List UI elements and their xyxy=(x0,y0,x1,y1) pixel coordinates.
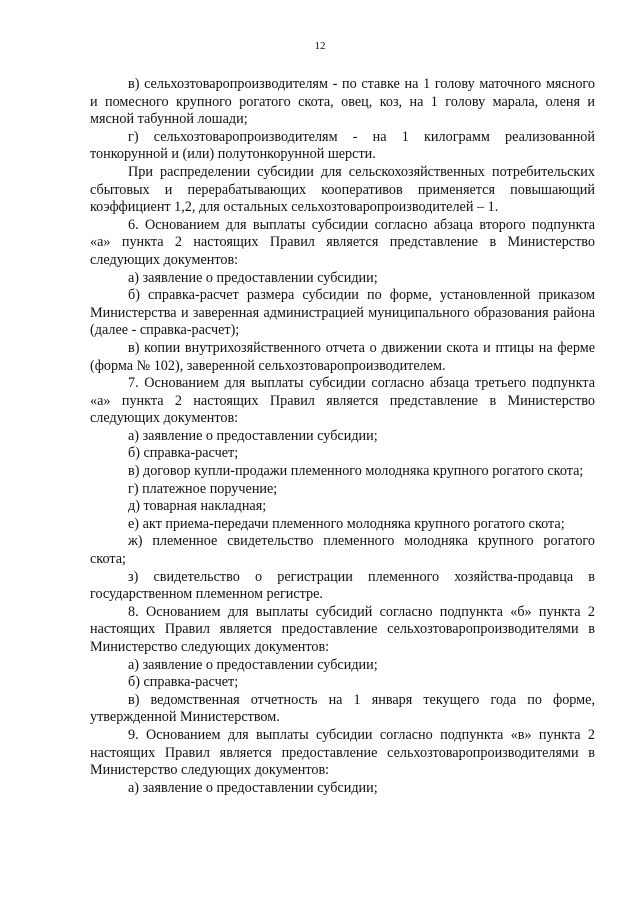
paragraph: г) платежное поручение; xyxy=(128,480,278,497)
paragraph: 8. Основанием для выплаты субсидий согласно подпункта «б» пункта 2 настоящих Правил является предоставление сельхозтоваропроизводителями в Министерство следующих документов: xyxy=(90,603,595,655)
paragraph: в) ведомственная отчетность на 1 января текущего года по форме, утвержденной Министерством. xyxy=(90,691,595,726)
paragraph: 9. Основанием для выплаты субсидии согласно подпункта «в» пункта 2 настоящих Правил является предоставление сельхозтоваропроизводителями в Министерство следующих документов: xyxy=(90,726,595,779)
paragraph: з) свидетельство о регистрации племенного хозяйства-продавца в государственном племенном регистре. xyxy=(90,568,595,603)
paragraph: б) справка-расчет размера субсидии по форме, установленной приказом Министерства и заверенная администрацией муниципального образования района (далее - справка-расчет); xyxy=(90,287,595,339)
paragraph: а) заявление о предоставлении субсидии; xyxy=(128,269,378,286)
paragraph: в) сельхозтоваропроизводителям - по ставке на 1 голову маточного мясного и помесного крупного рогатого скота, овец, коз, на 1 голову марала, оленя и мясной табунной лошади; xyxy=(90,76,595,128)
paragraph: а) заявление о предоставлении субсидии; xyxy=(128,779,378,796)
paragraph: а) заявление о предоставлении субсидии; xyxy=(128,656,378,673)
paragraph: а) заявление о предоставлении субсидии; xyxy=(128,427,378,444)
paragraph: д) товарная накладная; xyxy=(128,498,267,515)
document-body xyxy=(90,76,595,797)
page-number: 12 xyxy=(314,40,326,52)
paragraph: б) справка-расчет; xyxy=(128,445,239,462)
paragraph: 6. Основанием для выплаты субсидии согласно абзаца второго подпункта «а» пункта 2 настоящих Правил является представление в Министерство следующих документов: xyxy=(90,216,595,268)
paragraph: При распределении субсидии для сельскохозяйственных потребительских сбытовых и перерабатывающих кооперативов применяется повышающий коэффициент 1,2, для остальных сельхозтоваропроизводителей – 1. xyxy=(90,163,595,216)
paragraph: г) сельхозтоваропроизводителям - на 1 килограмм реализованной тонкорунной и (или) полутонкорунной шерсти. xyxy=(90,128,595,163)
paragraph: в) договор купли-продажи племенного молодняка крупного рогатого скота; xyxy=(128,463,584,480)
paragraph: ж) племенное свидетельство племенного молодняка крупного рогатого скота; xyxy=(90,533,595,568)
paragraph: б) справка-расчет; xyxy=(128,674,239,691)
paragraph: в) копии внутрихозяйственного отчета о движении скота и птицы на ферме (форма № 102), заверенной сельхозтоваропроизводителем. xyxy=(90,339,595,374)
paragraph: е) акт приема-передачи племенного молодняка крупного рогатого скота; xyxy=(128,515,565,532)
paragraph: 7. Основанием для выплаты субсидии согласно абзаца третьего подпункта «а» пункта 2 настоящих Правил является представление в Министерство следующих документов: xyxy=(90,375,595,427)
